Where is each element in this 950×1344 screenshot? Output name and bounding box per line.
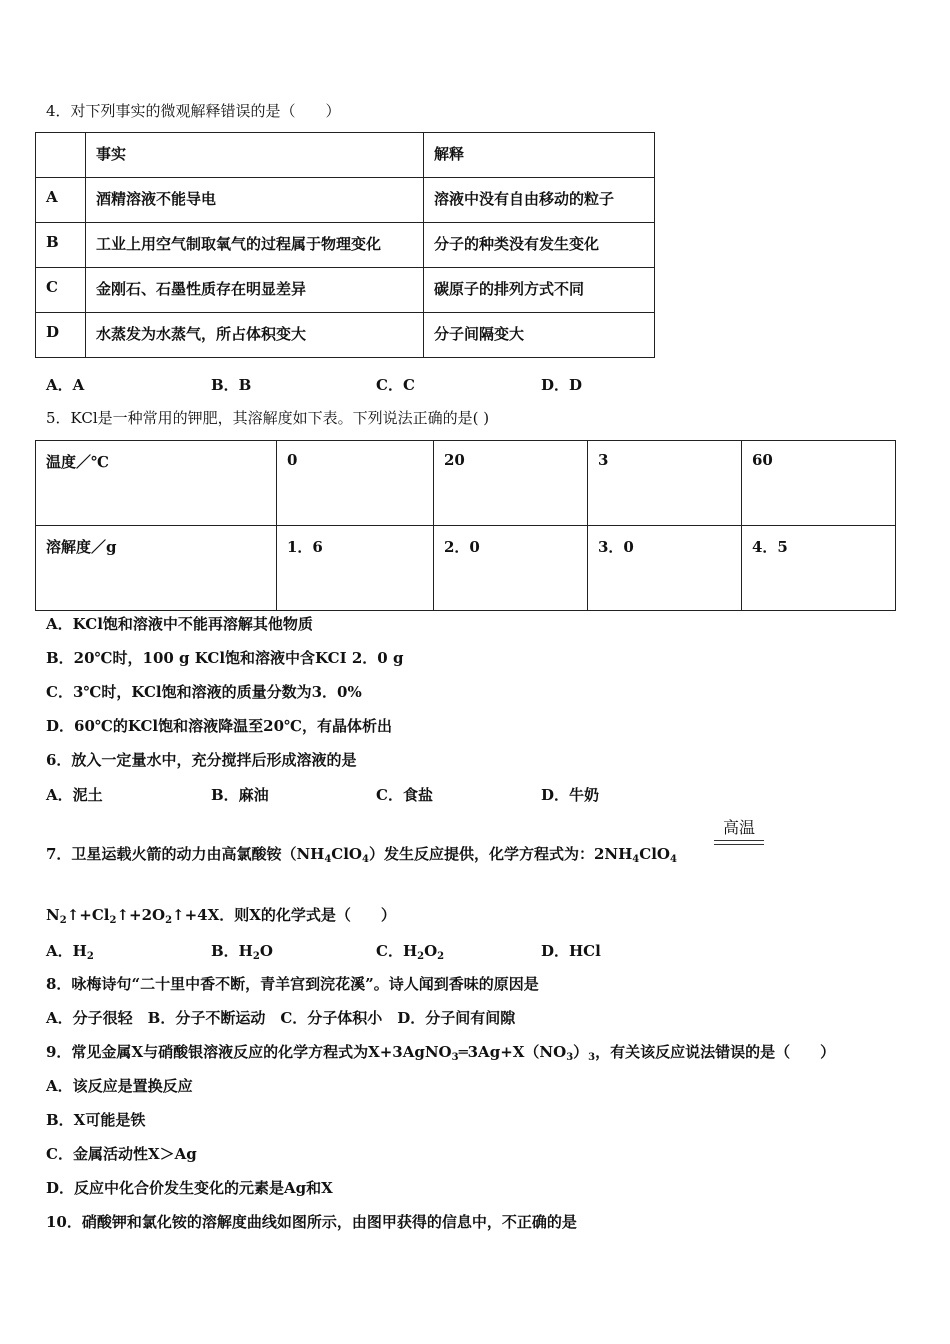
table-cell: C — [36, 268, 86, 313]
table-cell: 溶液中没有自由移动的粒子 — [424, 178, 655, 223]
table-cell: 3．0 — [588, 526, 742, 611]
reaction-condition: 高温 — [722, 818, 755, 837]
q7-option-a[interactable]: A．$H_2$ — [46, 942, 94, 962]
q9-option-b[interactable]: B．X可能是铁 — [46, 1111, 146, 1129]
table-row — [36, 133, 655, 178]
q8-stem: 8．咏梅诗句“二十里中香不断，青羊宫到浣花溪”。诗人闻到香味的原因是 — [46, 975, 539, 993]
table-cell: 0 — [277, 441, 434, 526]
q6-option-d[interactable]: D．牛奶 — [541, 786, 600, 804]
table-cell: 分子的种类没有发生变化 — [424, 223, 655, 268]
q9-stem: 9．常见金属X与硝酸银溶液反应的化学方程式为$X+3AgNO_3═3Ag+X(NO_3)_3$，有关该反应说法错误的是（ ） — [46, 1043, 836, 1063]
table-cell: 分子间隔变大 — [424, 313, 655, 358]
q7-option-b[interactable]: B．$H_2O$ — [211, 942, 273, 962]
q4-option-c[interactable]: C．C — [376, 376, 415, 394]
table-row — [36, 223, 655, 268]
table-cell: D — [36, 313, 86, 358]
table-header-fact: 事实 — [86, 133, 424, 178]
q6-stem: 6．放入一定量水中，充分搅拌后形成溶液的是 — [46, 751, 357, 769]
q5-stem: 5．KCl是一种常用的钾肥，其溶解度如下表。下列说法正确的是( ) — [46, 409, 490, 427]
table-cell — [36, 133, 86, 178]
table-header-explain: 解释 — [424, 133, 655, 178]
q4-option-b[interactable]: B．B — [211, 376, 252, 394]
table-cell: 碳原子的排列方式不同 — [424, 268, 655, 313]
q5-option-d[interactable]: D．60℃的KCl饱和溶液降温至20℃，有晶体析出 — [46, 717, 392, 735]
q7-option-d[interactable]: D．HCl — [541, 942, 601, 960]
q10-stem: 10．硝酸钾和氯化铵的溶解度曲线如图所示，由图甲获得的信息中，不正确的是 — [46, 1213, 577, 1231]
q9-option-c[interactable]: C．金属活动性X＞Ag — [46, 1145, 197, 1163]
table-cell: 酒精溶液不能导电 — [86, 178, 424, 223]
q5-option-a[interactable]: A．KCl饱和溶液中不能再溶解其他物质 — [46, 615, 313, 633]
q6-option-c[interactable]: C．食盐 — [376, 786, 433, 804]
q4-option-a[interactable]: A．A — [46, 376, 85, 394]
q6-option-b[interactable]: B．麻油 — [211, 786, 269, 804]
table-row — [36, 178, 655, 223]
table-row — [36, 268, 655, 313]
q9-option-d[interactable]: D．反应中化合价发生变化的元素是Ag和X — [46, 1179, 333, 1197]
table-cell: 60 — [742, 441, 896, 526]
table-cell: 溶解度／g — [36, 526, 277, 611]
table-cell: 20 — [434, 441, 588, 526]
q5-option-c[interactable]: C．3℃时，KCl饱和溶液的质量分数为3．0% — [46, 683, 362, 701]
q4-table — [35, 132, 655, 358]
table-cell: 温度／℃ — [36, 441, 277, 526]
equation-arrow — [714, 840, 764, 845]
q4-option-d[interactable]: D．D — [541, 376, 583, 394]
q5-table — [35, 440, 896, 611]
table-row — [36, 441, 896, 526]
q6-option-a[interactable]: A．泥土 — [46, 786, 103, 804]
q7-equation: $N_2↑+Cl_2↑+2O_2↑+4X$．则X的化学式是（ ） — [46, 906, 396, 926]
q9-option-a[interactable]: A．该反应是置换反应 — [46, 1077, 193, 1095]
q7-stem: 7．卫星运载火箭的动力由高氯酸铵$(NH_4ClO_4)$发生反应提供，化学方程式为：$2NH_4ClO_4$ — [46, 845, 677, 865]
table-cell: A — [36, 178, 86, 223]
table-row — [36, 313, 655, 358]
table-cell: 水蒸发为水蒸气，所占体积变大 — [86, 313, 424, 358]
q5-option-b[interactable]: B．20℃时，100 g KCl饱和溶液中含KCI 2．0 g — [46, 649, 404, 667]
table-cell: 金刚石、石墨性质存在明显差异 — [86, 268, 424, 313]
table-cell: 工业上用空气制取氧气的过程属于物理变化 — [86, 223, 424, 268]
table-cell: 1．6 — [277, 526, 434, 611]
table-row — [36, 526, 896, 611]
table-cell: B — [36, 223, 86, 268]
table-cell: 3 — [588, 441, 742, 526]
table-cell: 2．0 — [434, 526, 588, 611]
table-cell: 4．5 — [742, 526, 896, 611]
q4-stem: 4．对下列事实的微观解释错误的是（ ） — [46, 102, 341, 120]
q7-option-c[interactable]: C．$H_2O_2$ — [376, 942, 445, 962]
q8-options[interactable]: A．分子很轻 B．分子不断运动 C．分子体积小 D．分子间有间隙 — [46, 1009, 516, 1027]
